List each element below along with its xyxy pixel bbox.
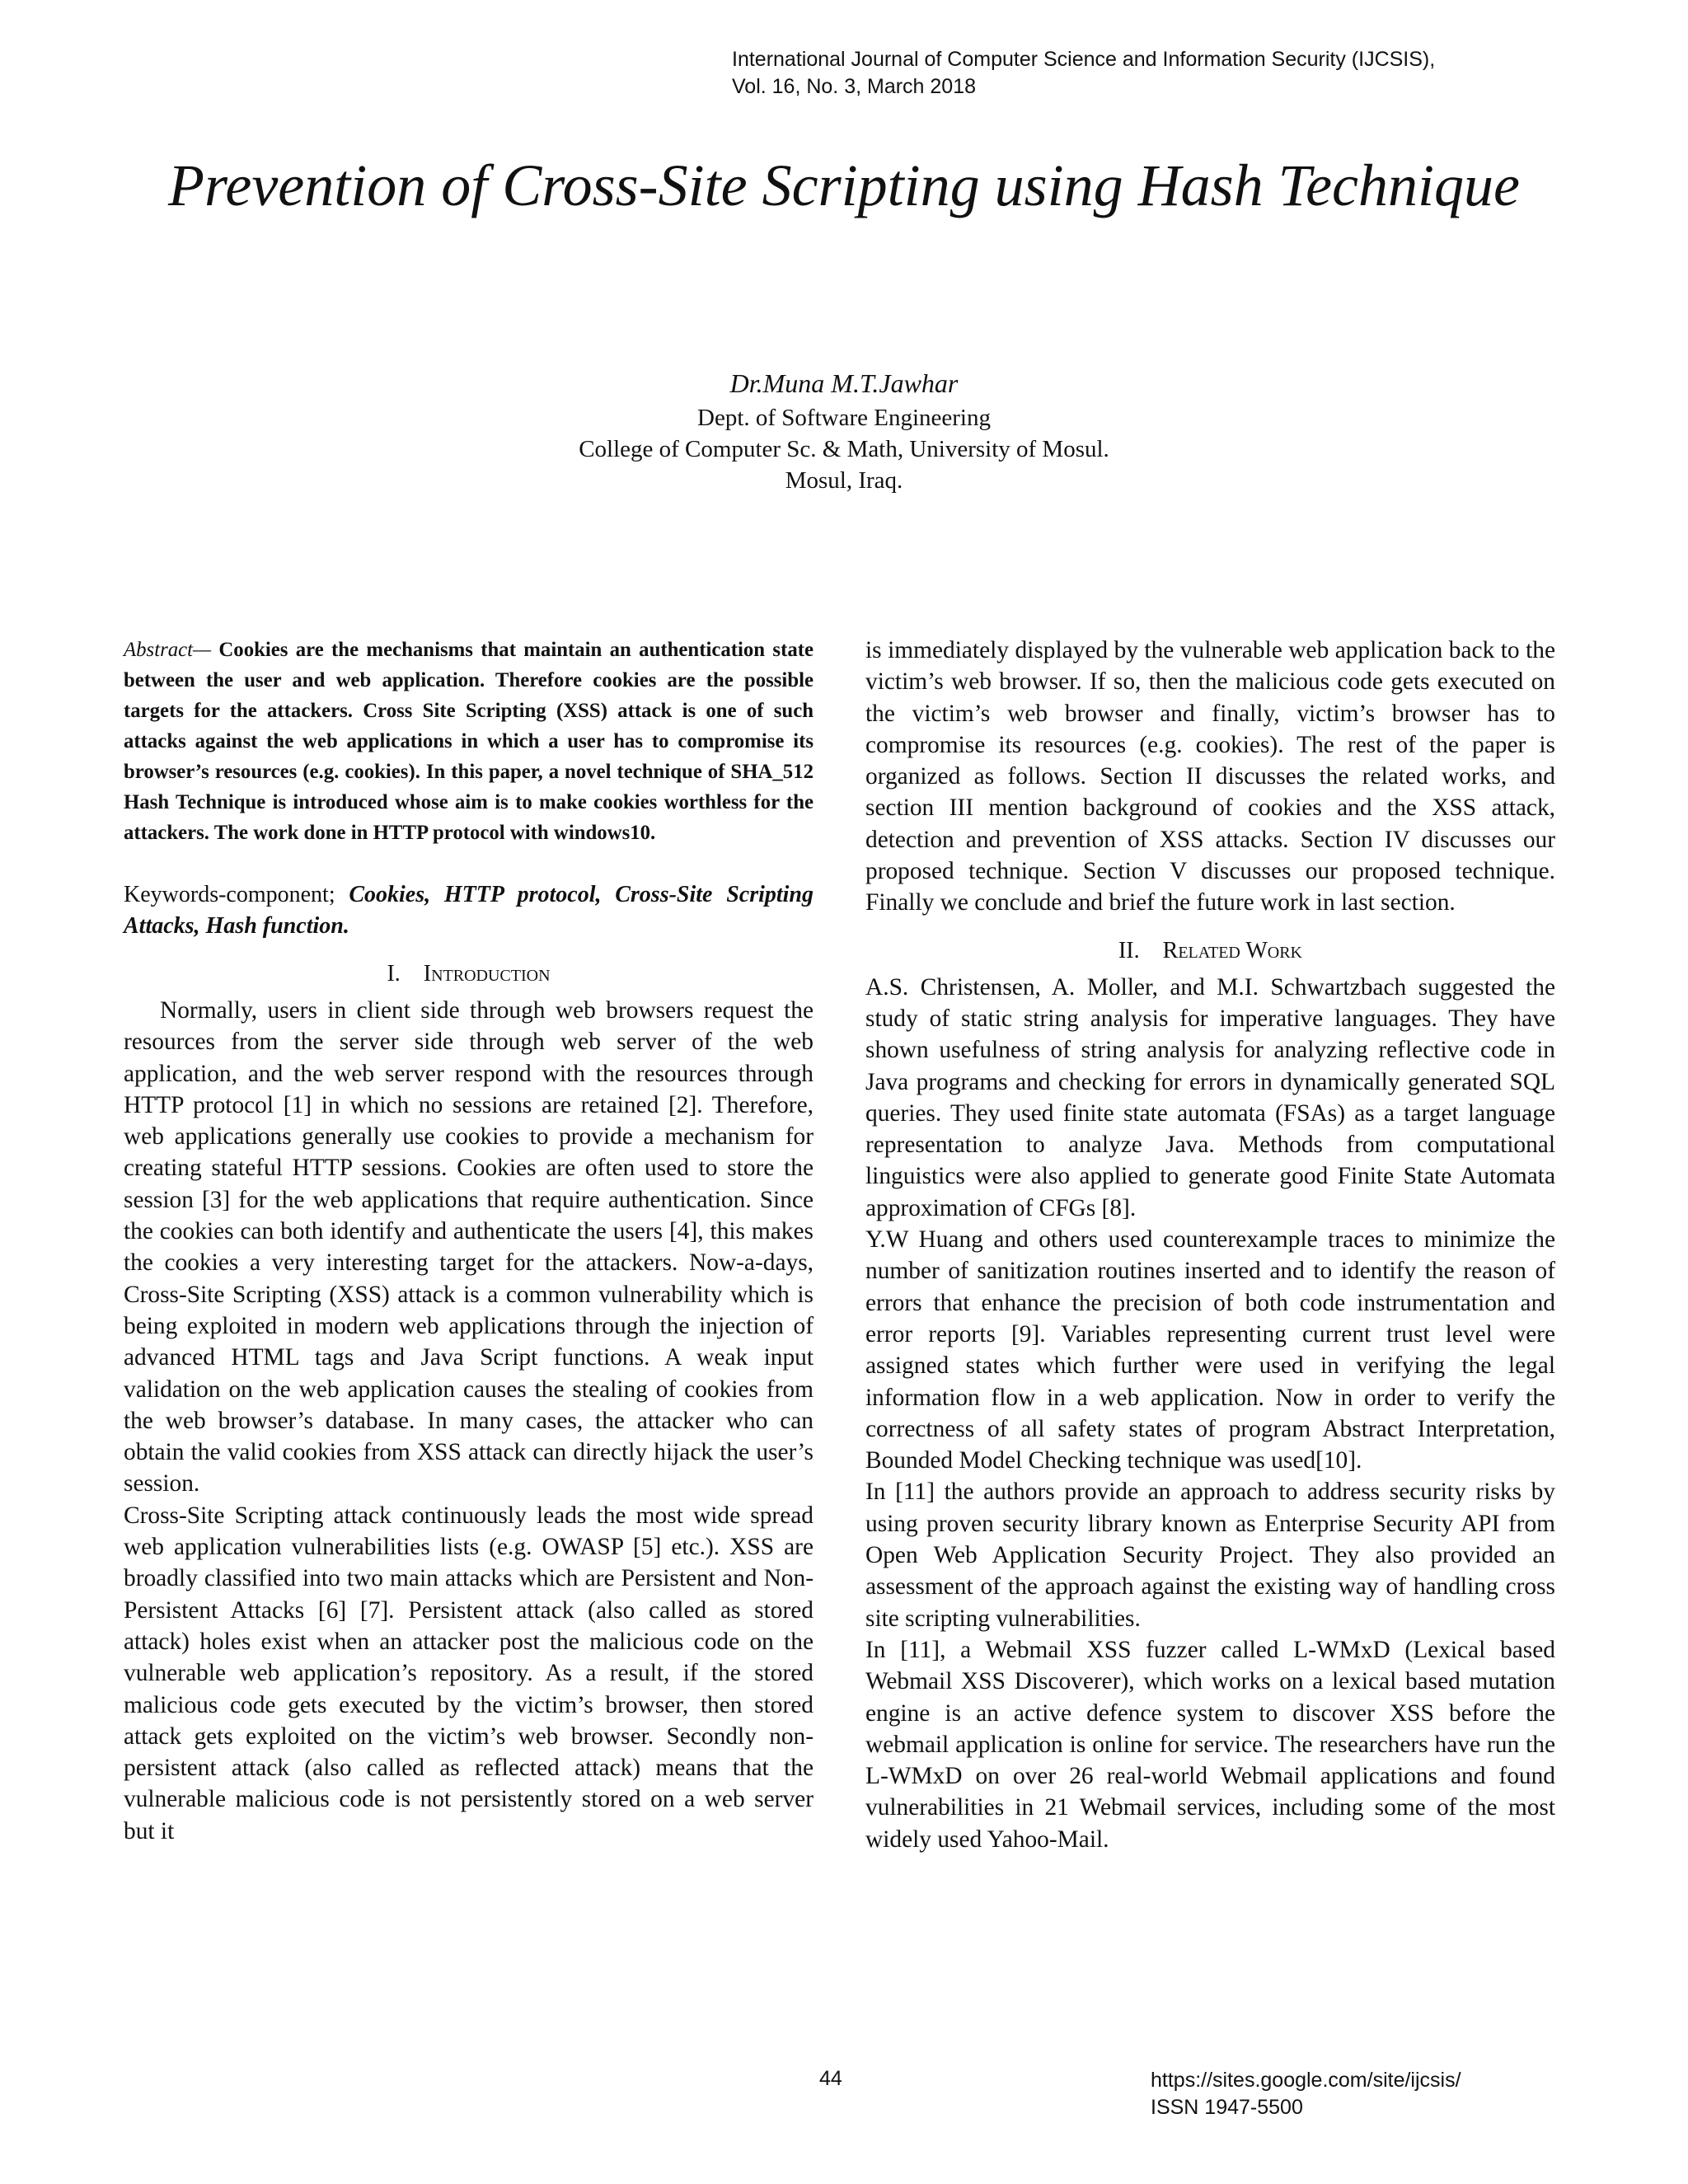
related-paragraph-4: In [11], a Webmail XSS fuzzer called L-WMxD (Lexical based Webmail XSS Discoverer), which works on a lexical based mutation engine is an active defence system to discover XSS before the webmail application is online for service. The researchers have run the L-WMxD on over 26 real-world Webmail applications and found vulnerabilities in 21 Webmail services, including some of the most widely used Yahoo-Mail. (865, 1636, 1555, 1853)
related-paragraph-1: A.S. Christensen, A. Moller, and M.I. Schwartzbach suggested the study of static string analysis for imperative languages. They have shown usefulness of string analysis for analyzing reflective code in Java programs and checking for errors in dynamically generated SQL queries. They used finite state automata (FSAs) as a target language representation to analyze Java. Methods from computational linguistics were also applied to generate good Finite State Automata approximation of CFGs [8]. (865, 973, 1555, 1221)
section-heading-related-work (865, 935, 1555, 967)
journal-line-2: Vol. 16, No. 3, March 2018 (732, 75, 977, 98)
abstract-text: Cookies are the mechanisms that maintain an authentication state between the user and web application. Therefore cookies are the possible targets for the attackers. Cross Site Scripting (XSS) attack is one of such attacks against the web applications in which a user has to compromise its browser’s resources (e.g. cookies). In this paper, a novel technique of SHA_512 Hash Technique is introduced whose aim is to make cookies worthless for the attackers. The work done in HTTP protocol with windows10. (124, 639, 814, 844)
footer-url: https://sites.google.com/site/ijcsis/ (1151, 2069, 1461, 2092)
author-name: Dr.Muna M.T.Jawhar (729, 368, 959, 398)
author-dept: Dept. of Software Engineering (697, 405, 991, 431)
section-number: I. (387, 961, 401, 987)
author-location: Mosul, Iraq. (785, 467, 903, 494)
section-number: II. (1118, 937, 1140, 963)
right-column (865, 635, 1555, 1855)
related-paragraph-3: In [11] the authors provide an approach to address security risks by using proven security library known as Enterprise Security API from Open Web Application Security Project. They also provided an assessment of the approach against the existing way of handling cross site scripting vulnerabilities. (865, 1479, 1555, 1632)
footer-issn: ISSN 1947-5500 (1151, 2096, 1303, 2119)
section-heading-introduction (124, 958, 814, 990)
footer-info (1151, 2067, 1461, 2121)
keywords-terms: Cookies, HTTP protocol, Cross-Site Scripting Attacks, Hash function. (124, 882, 814, 939)
keywords (124, 879, 814, 942)
paper-title: Prevention of Cross-Site Scripting using Hash Technique (168, 152, 1520, 218)
intro-paragraph-2: Cross-Site Scripting attack continuously leads the most wide spread web application vulnerabilities lists (e.g. OWASP [5] etc.). XSS are broadly classified into two main attacks which are Persistent and Non-Persistent Attacks [6] [7]. Persistent attack (also called as stored attack) holes exist when an attacker post the malicious code on the vulnerable web application’s repository. As a result, if the stored malicious code gets executed by the victim’s browser, then stored attack gets exploited on the victim’s web browser. Secondly non-persistent attack (also called as reflected attack) means that the vulnerable malicious code is not persistently stored on a web server but it (124, 1502, 814, 1844)
intro-paragraph-1: Normally, users in client side through web browsers request the resources from the server side through web server of the web application, and the web server respond with the resources through HTTP protocol [1] in which no sessions are retained [2]. Therefore, web applications generally use cookies to provide a mechanism for creating stateful HTTP sessions. Cookies are often used to store the session [3] for the web applications that require authentication. Since the cookies can both identify and authenticate the users [4], this makes the cookies a very interesting target for the attackers. Now-a-days, Cross-Site Scripting (XSS) attack is a common vulnerability which is being exploited in modern web applications through the injection of advanced HTML tags and Java Script functions. A weak input validation on the web application causes the stealing of cookies from the web browser’s database. In many cases, the attacker who can obtain the valid cookies from XSS attack can directly hijack the user’s session. (124, 997, 814, 1497)
abstract (124, 635, 814, 848)
author-college: College of Computer Sc. & Math, University of Mosul. (579, 436, 1109, 462)
author-block (349, 368, 1339, 496)
section-title: Introduction (423, 961, 551, 987)
intro-paragraph-2-continued: is immediately displayed by the vulnerable web application back to the victim’s web browser. If so, then the malicious code gets executed on the victim’s web browser and finally, victim’s browser has to compromise its resources (e.g. cookies). The rest of the paper is organized as follows. Section II discusses the related works, and section III mention background of cookies and the XSS attack, detection and prevention of XSS attacks. Section IV discusses our proposed technique. Section V discusses our proposed technique. Finally we conclude and brief the future work in last section. (865, 637, 1555, 916)
journal-line-1: International Journal of Computer Science and Information Security (IJCSIS), (732, 48, 1436, 71)
page-number: 44 (819, 2067, 842, 2090)
left-column (124, 635, 814, 1847)
related-paragraph-2: Y.W Huang and others used counterexample traces to minimize the number of sanitization routines inserted and to identify the reason of errors that enhance the precision of both code instrumentation and error reports [9]. Variables representing current trust level were assigned states which further were used in verifying the legal information flow in a web application. Now in order to verify the correctness of all safety states of program Abstract Interpretation, Bounded Model Checking technique was used[10]. (865, 1226, 1555, 1474)
section-title: Related Work (1162, 937, 1303, 963)
keywords-label: Keywords-component; (124, 882, 349, 907)
abstract-label: Abstract— (124, 639, 212, 661)
journal-header (732, 46, 1435, 101)
